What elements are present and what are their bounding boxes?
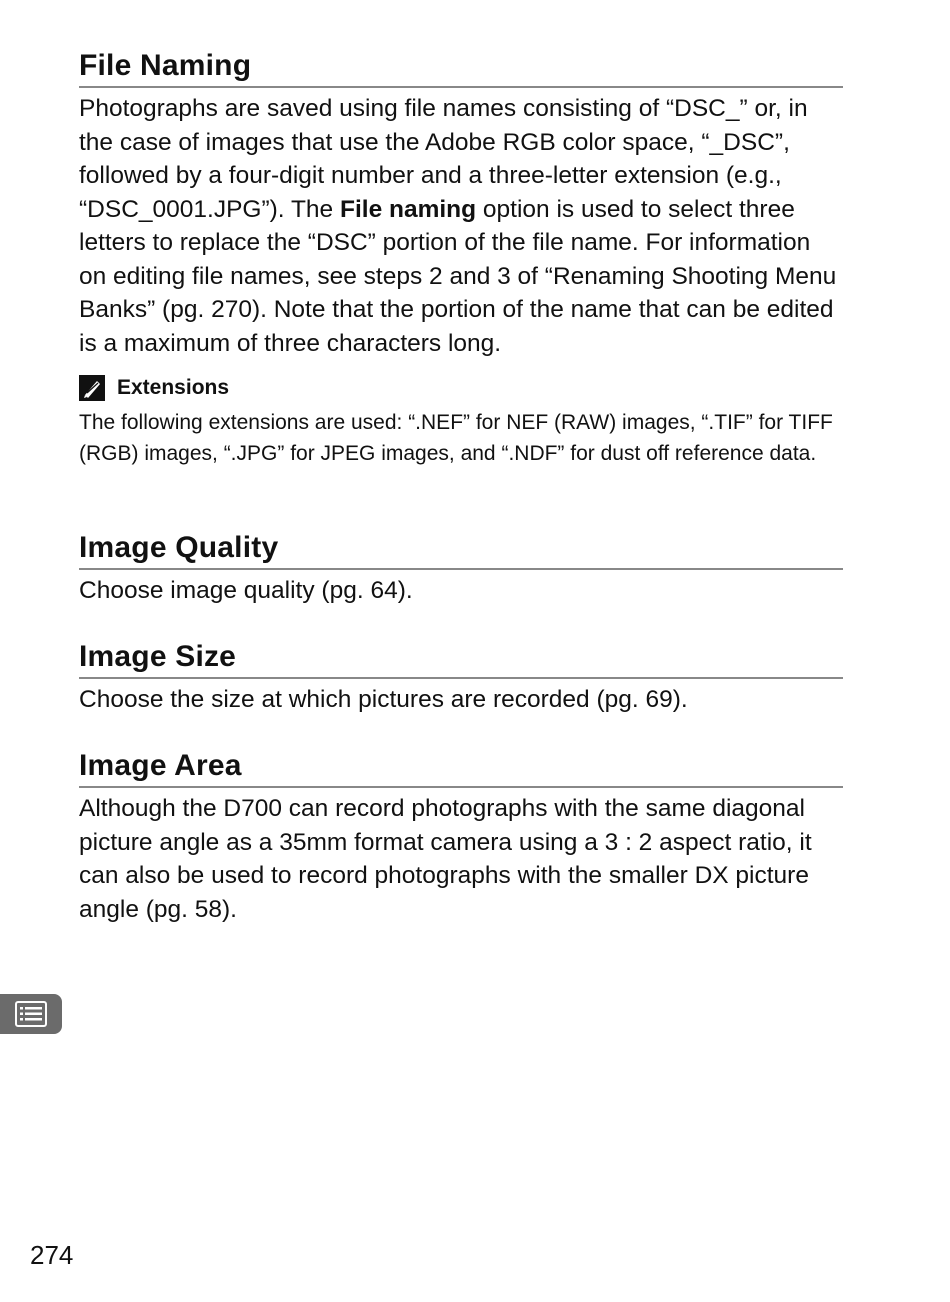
section-body-file-naming	[79, 92, 843, 360]
note-title: Extensions	[117, 376, 230, 399]
section-body-image-quality: Choose image quality (pg. 64).	[79, 577, 413, 604]
section-image-size	[79, 639, 843, 717]
note-header	[79, 372, 843, 404]
page-number: 274	[30, 1240, 74, 1270]
section-image-quality	[79, 530, 843, 608]
body-text-before: Photographs are saved using file names consisting of “DSC_” or, in the case of images that use the Adobe RGB color space, “_DSC”, followed by a four-digit number and a three-letter extension (e.g., “DSC_0001.JPG”). The	[79, 95, 808, 223]
pencil-note-icon	[79, 375, 105, 401]
section-file-naming	[79, 48, 843, 360]
section-heading-image-quality: Image Quality	[79, 530, 843, 570]
section-heading-file-naming: File Naming	[79, 48, 843, 88]
menu-list-icon	[15, 1001, 47, 1027]
section-heading-image-size: Image Size	[79, 639, 843, 679]
section-image-area	[79, 748, 843, 926]
extensions-note	[79, 372, 843, 469]
section-body-image-area: Although the D700 can record photographs with the same diagonal picture angle as a 35mm format camera using a 3 : 2 aspect ratio, it can also be used to record photographs with the smaller DX picture angle (pg. 58).	[79, 795, 812, 923]
body-text-after: option is used to select three letters to replace the “DSC” portion of the file name. For information on editing file names, see steps 2 and 3 of “Renaming Shooting Menu Banks” (pg. 270). Note that the portion of the name that can be edited is a maximum of three characters long.	[79, 195, 837, 357]
section-heading-image-area: Image Area	[79, 748, 843, 788]
note-body: The following extensions are used: “.NEF” for NEF (RAW) images, “.TIF” for TIFF (RGB) images, “.JPG” for JPEG images, and “.NDF” for dust off reference data.	[79, 411, 833, 465]
shooting-menu-tab[interactable]	[0, 994, 62, 1034]
section-body-image-size: Choose the size at which pictures are recorded (pg. 69).	[79, 686, 688, 713]
body-text-bold: File naming	[339, 195, 477, 223]
